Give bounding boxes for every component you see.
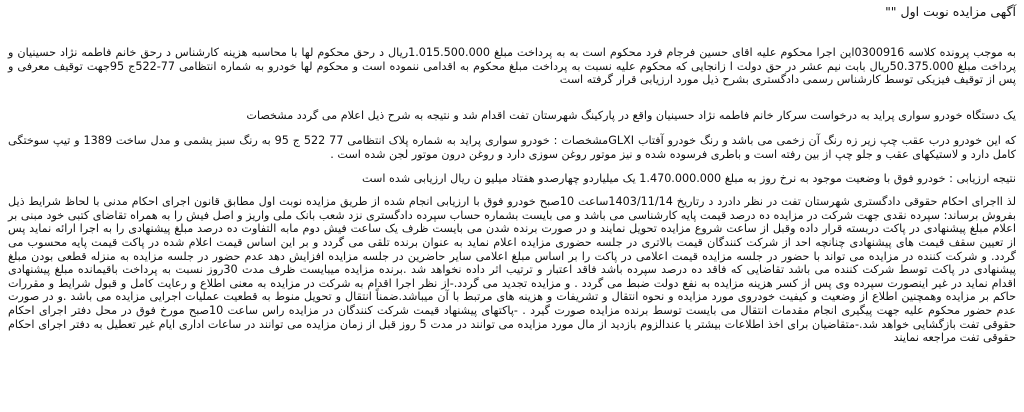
valuation-paragraph: نتیجه ارزیابی : خودرو فوق با وضعیت موجود به نرخ روز به مبلغ 1.470.000.000 یک میلیاردو چهارصدو هفتاد میلیو ن ریال ارزیابی شده است	[362, 171, 1016, 185]
spacer	[8, 185, 1016, 195]
terms-paragraph: لذ ااجرای احکام حقوقی دادگستری شهرستان تفت در نظر دادرد د رتاریخ 1403/11/14ساعت 10صبح خودرو فوق با ارزیابی انجام شده از طریق مزایده نوبت اول مطابق قانون اجرای احکام مدنی با لحاظ شرایط ذیل بفروش برساند: سپرده نقدی جهت شرکت در مزایده ده درصد قیمت پایه کارشناسی می باشد و می بایست بشماره حساب سپرده دادگستری نزد شعب بانک ملی واریز و اصل فیش را به همراه تقاضای کتبی خود مبنی بر اعلام مبلغ پیشنهادی در پاکت دربسته قرار داده وقبل از ساعت شروع مزایده تحویل نمایند و در صورت برنده شدن می بایست ظرف یک ساعت فیش دوم مابه التفاوت ده درصد مبلغ پیشنهادی را به اجرا ارائه نماید پس از تعیین سقف قیمت های پیشنهادی چنانچه احد از شرکت کنندگان قیمت بالاتری در جلسه حضوری مزایده اعلام نماید به عنوان برنده تلقی می گردد و بر این اساس قیمت اعلام شده در پاکت قیمت پایه محسوب می گردد. و شرکت کننده در مزایده می تواند با حضور در جلسه مزایده قیمت اعلامی در پاکت را بر اساس مبلغ اعلامی سایر حاضرین در جلسه مزایده افزایش دهد عدم حضور در جلسه مزایده به منزله قطعی بودن مبلغ پیشنهادی در پاکت توسط شرکت کننده می باشد تقاضایی که فاقد ده درصد سپرده باشد فاقد اعتبار و ترتیب اثر داده نخواهد شد .برنده مزایده میبایست ظرف مدت 30روز نسبت به پرداخت باقیمانده مبلغ پیشنهادی اقدام نماید در غیر اینصورت سپرده وی پس از کسر هزینه مزایده به نفع دولت ضبط می گردد . و مزایده تجدید می گردد.-از نظر اجرا اقدام به شرکت در مزایده به معنی اطلاع و رعایت کامل و قبول شرایط و مقررات حاکم بر مزایده وهمچنین اطلاع از وضعیت و کیفیت خودروی مورد مزایده و نحوه انتقال و تشریفات و هزینه های مرتبط با آن میباشد.ضمناً انتقال و تحویل منوط به قطعیت عملیات اجرایی مزایده می باشد .و در صورت عدم حضور محکوم علیه جهت پیگیری انجام مقدمات انتقال می بایست توسط برنده مزایده صورت گیرد . -پاکتهای پیشنهاد قیمت شرکت کنندگان در مزایده راس ساعت 10صبح مورخ فوق در محل دفتر اجرای احکام حقوقی تفت بازگشایی خواهد شد.-متقاضیان برای اخذ اطلاعات بیشتر یا عندالزوم بازدید از مال مورد مزایده می توانند در مدت 5 روز قبل از زمان مزایده می توانند در ساعات اداری ایام غیر تعطیل به دفتر اجرای احکام حقوقی تفت مراجعه نمایند	[8, 195, 1017, 345]
spacer	[8, 122, 1016, 134]
intro-paragraph: به موجب پرونده کلاسه 0300916این اجرا محکوم علیه اقای حسین فرجام فرد محکوم است به به پرداخت مبلغ 1.015.500.000ریال د رحق محکوم لها با محاسبه هزینه کارشناس د رحق خانم فاطمه نژاد حسینیان و پرداخت مبلغ 50.375.000ریال بابت نیم عشر در حق دولت ا زانجایی که محکوم علیه نسبت به پرداخت مبلغ محکوم به اقدامی ننموده است و محکوم لها خودرو به شماره انتظامی 77-522ج 95جهت توقیف معرفی و پس از توقیف فیزیکی توسط کارشناس رسمی دادگستری بشرح ذیل مورد ارزیابی قرار گرفته است	[8, 46, 1017, 87]
summary-paragraph: یک دستگاه خودرو سواری پراید به درخواست سرکار خانم فاطمه نژاد حسینیان واقع در پارکینگ شهرستان تفت اقدام شد و نتیجه به شرح ذیل اعلام می گردد مشخصات	[246, 108, 1016, 122]
notice-heading: آگهی مزایده نوبت اول ""	[885, 4, 1016, 19]
spacer	[8, 162, 1016, 172]
specs-paragraph: که این خودرو درب عقب چپ زیر زه رنگ آن زخمی می باشد و رنگ خودرو آفتاب GLXIمشخصات : خودرو سواری پراید به شماره پلاک انتظامی 77 522 ج 95 به رنگ سبز یشمی و مدل ساخت 1389 و تیپ سوختگی کامل دارد و لاستیکهای عقب و جلو چپ از بین رفته است و باطری فرسوده شده و نیز موتور روغن سوزی دارد و روغن درون موتور لجن شده است .	[8, 134, 1017, 161]
spacer	[8, 87, 1016, 109]
